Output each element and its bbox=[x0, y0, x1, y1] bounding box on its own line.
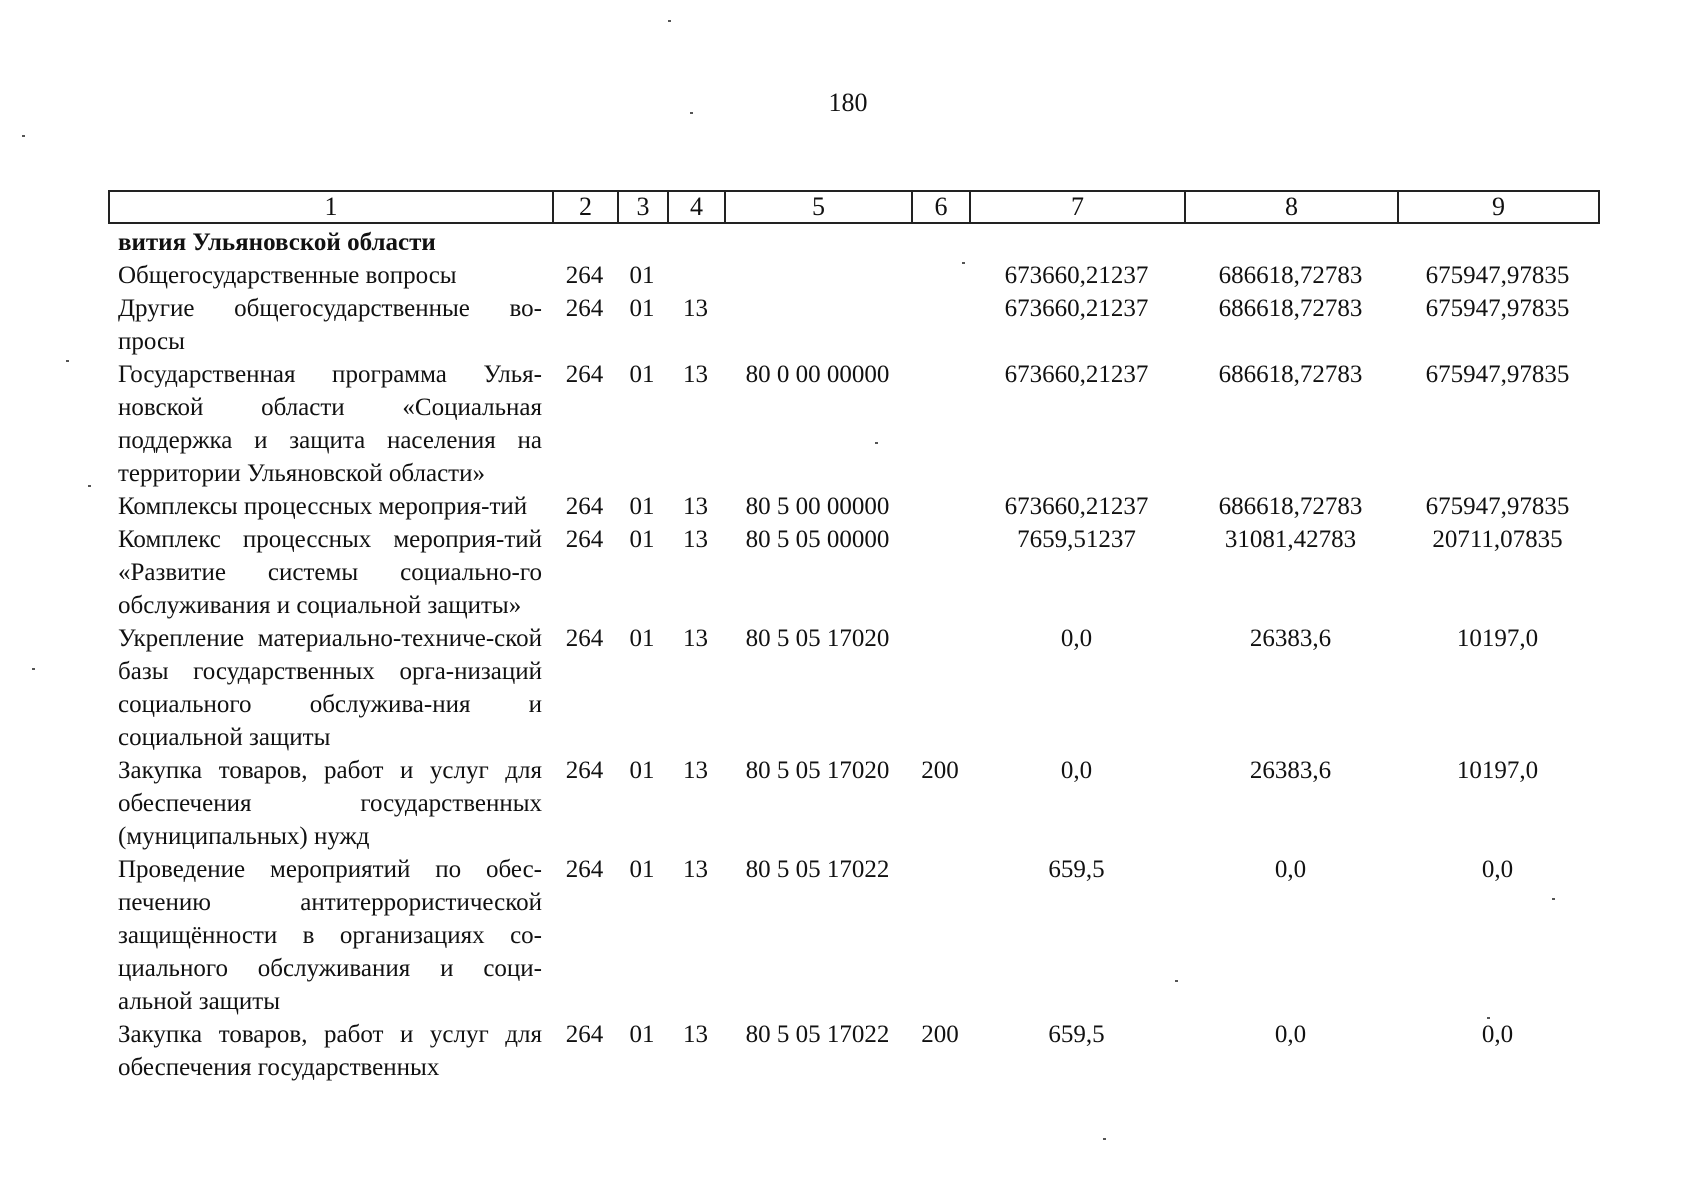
row-name: Комплекс процессных мероприя-тий «Развитие системы социально-го обслуживания и социальной защиты» bbox=[118, 526, 542, 619]
row-csr-code: 80 5 05 17020 bbox=[745, 757, 890, 784]
row-csr-code: 80 5 05 17020 bbox=[745, 625, 890, 652]
row-rz-code: 01 bbox=[629, 1021, 655, 1048]
table-row bbox=[108, 490, 1598, 523]
row-name: Общегосударственные вопросы bbox=[118, 262, 457, 289]
row-amount-col7: 673660,21237 bbox=[1004, 295, 1149, 322]
row-rz-code bbox=[617, 226, 667, 259]
row-name: вития Ульяновской области bbox=[118, 229, 436, 256]
column-header-table bbox=[108, 190, 1600, 224]
row-amount-col9: 675947,97835 bbox=[1425, 361, 1570, 388]
row-gr-code: 264 bbox=[565, 262, 604, 289]
row-vr-code bbox=[911, 358, 969, 490]
row-amount-col8: 26383,6 bbox=[1249, 625, 1332, 652]
row-pr-code: 13 bbox=[683, 757, 708, 784]
row-amount-col9: 0,0 bbox=[1481, 1021, 1514, 1048]
column-header-3: 3 bbox=[618, 191, 668, 223]
row-amount-col7: 659,5 bbox=[1048, 1021, 1105, 1048]
column-header-row bbox=[109, 191, 1599, 223]
row-gr-code: 264 bbox=[565, 625, 604, 652]
row-pr-code: 13 bbox=[683, 625, 708, 652]
row-amount-col9 bbox=[1397, 226, 1598, 259]
scan-speck bbox=[66, 360, 69, 362]
row-amount-col7: 0,0 bbox=[1060, 625, 1093, 652]
row-amount-col9: 675947,97835 bbox=[1425, 262, 1570, 289]
row-pr-code: 13 bbox=[683, 361, 708, 388]
row-pr-code: 13 bbox=[683, 1021, 708, 1048]
page-number: 180 bbox=[828, 88, 868, 117]
row-rz-code: 01 bbox=[629, 493, 655, 520]
row-name: Закупка товаров, работ и услуг для обеспечения государственных bbox=[118, 1021, 542, 1081]
table-row bbox=[108, 754, 1598, 853]
row-name: Государственная программа Улья-новской области «Социальная поддержка и защита населения на территории Ульяновской области» bbox=[118, 361, 542, 487]
row-vr-code bbox=[911, 622, 969, 754]
scan-speck bbox=[32, 668, 35, 670]
row-rz-code: 01 bbox=[629, 262, 655, 289]
row-csr-code bbox=[724, 292, 911, 358]
row-amount-col7: 673660,21237 bbox=[1004, 493, 1149, 520]
row-vr-code bbox=[911, 259, 969, 292]
row-vr-code bbox=[911, 292, 969, 358]
row-amount-col9: 0,0 bbox=[1481, 856, 1514, 883]
row-rz-code: 01 bbox=[629, 295, 655, 322]
row-rz-code: 01 bbox=[629, 757, 655, 784]
row-name: Комплексы процессных мероприя-тий bbox=[118, 493, 528, 520]
row-amount-col9: 20711,07835 bbox=[1432, 526, 1563, 553]
row-name: Закупка товаров, работ и услуг для обеспечения государственных (муниципальных) нужд bbox=[118, 757, 542, 850]
scan-speck bbox=[690, 112, 693, 114]
row-pr-code: 13 bbox=[683, 493, 708, 520]
scan-speck bbox=[1487, 1017, 1490, 1019]
row-amount-col8: 0,0 bbox=[1274, 1021, 1307, 1048]
row-gr-code: 264 bbox=[565, 361, 604, 388]
table-row bbox=[108, 292, 1598, 358]
column-header-7: 7 bbox=[970, 191, 1185, 223]
table-row bbox=[108, 622, 1598, 754]
row-pr-code: 13 bbox=[683, 856, 708, 883]
row-csr-code: 80 0 00 00000 bbox=[745, 361, 890, 388]
row-gr-code: 264 bbox=[565, 526, 604, 553]
scan-speck bbox=[875, 442, 878, 444]
column-header-4: 4 bbox=[668, 191, 725, 223]
row-csr-code: 80 5 05 00000 bbox=[745, 526, 890, 553]
row-name: Другие общегосударственные во-просы bbox=[118, 295, 542, 355]
row-csr-code bbox=[724, 226, 911, 259]
table-row bbox=[108, 259, 1598, 292]
column-header-8: 8 bbox=[1185, 191, 1398, 223]
scan-speck bbox=[668, 20, 671, 22]
row-vr-code bbox=[911, 853, 969, 1018]
table-row bbox=[108, 226, 1598, 259]
table-row bbox=[108, 523, 1598, 622]
budget-table-body bbox=[108, 226, 1598, 1084]
row-rz-code: 01 bbox=[629, 361, 655, 388]
scan-speck bbox=[88, 485, 91, 487]
scan-speck bbox=[1175, 980, 1178, 982]
row-vr-code bbox=[911, 490, 969, 523]
row-amount-col7: 673660,21237 bbox=[1004, 361, 1149, 388]
row-amount-col8: 686618,72783 bbox=[1218, 262, 1363, 289]
scan-speck bbox=[22, 135, 25, 137]
scan-speck bbox=[1103, 1138, 1106, 1140]
row-csr-code: 80 5 00 00000 bbox=[745, 493, 890, 520]
row-rz-code: 01 bbox=[629, 856, 655, 883]
row-vr-code bbox=[911, 523, 969, 622]
row-amount-col7: 0,0 bbox=[1060, 757, 1093, 784]
row-amount-col8: 31081,42783 bbox=[1224, 526, 1357, 553]
row-amount-col8: 0,0 bbox=[1274, 856, 1307, 883]
column-header-9: 9 bbox=[1398, 191, 1599, 223]
scan-speck bbox=[962, 262, 965, 264]
row-amount-col7: 673660,21237 bbox=[1004, 262, 1149, 289]
row-amount-col9: 675947,97835 bbox=[1425, 493, 1570, 520]
row-amount-col9: 10197,0 bbox=[1456, 757, 1539, 784]
row-gr-code: 264 bbox=[565, 757, 604, 784]
row-gr-code: 264 bbox=[565, 493, 604, 520]
column-header-6: 6 bbox=[912, 191, 970, 223]
row-amount-col8: 686618,72783 bbox=[1218, 361, 1363, 388]
row-rz-code: 01 bbox=[629, 625, 655, 652]
table-row bbox=[108, 853, 1598, 1018]
row-amount-col7: 7659,51237 bbox=[1017, 526, 1136, 553]
column-header-2: 2 bbox=[553, 191, 618, 223]
row-csr-code: 80 5 05 17022 bbox=[745, 856, 890, 883]
row-amount-col7 bbox=[969, 226, 1184, 259]
scan-speck bbox=[1552, 898, 1555, 900]
budget-table bbox=[108, 226, 1598, 1084]
row-amount-col8: 26383,6 bbox=[1249, 757, 1332, 784]
row-amount-col8: 686618,72783 bbox=[1218, 295, 1363, 322]
row-pr-code bbox=[667, 226, 724, 259]
row-vr-code: 200 bbox=[921, 757, 959, 784]
row-amount-col8 bbox=[1184, 226, 1397, 259]
row-name: Укрепление материально-техниче-ской базы государственных орга-низаций социального обслужива-ния и социальной защиты bbox=[118, 625, 542, 751]
row-amount-col8: 686618,72783 bbox=[1218, 493, 1363, 520]
row-amount-col7: 659,5 bbox=[1048, 856, 1105, 883]
row-vr-code bbox=[911, 226, 969, 259]
row-pr-code: 13 bbox=[683, 526, 708, 553]
row-amount-col9: 10197,0 bbox=[1456, 625, 1539, 652]
column-header-1: 1 bbox=[109, 191, 553, 223]
row-name: Проведение мероприятий по обес-печению антитеррористической защищённости в организациях со-циального обслуживания и соци-альной защиты bbox=[118, 856, 542, 1015]
row-gr-code: 264 bbox=[565, 1021, 604, 1048]
row-csr-code: 80 5 05 17022 bbox=[745, 1021, 890, 1048]
row-pr-code: 13 bbox=[683, 295, 708, 322]
row-rz-code: 01 bbox=[629, 526, 655, 553]
row-pr-code bbox=[667, 259, 724, 292]
row-csr-code bbox=[724, 259, 911, 292]
row-vr-code: 200 bbox=[921, 1021, 959, 1048]
row-amount-col9: 675947,97835 bbox=[1425, 295, 1570, 322]
row-gr-code: 264 bbox=[565, 856, 604, 883]
row-gr-code: 264 bbox=[565, 295, 604, 322]
row-gr-code bbox=[552, 226, 617, 259]
column-header-5: 5 bbox=[725, 191, 912, 223]
table-row bbox=[108, 358, 1598, 490]
table-row bbox=[108, 1018, 1598, 1084]
